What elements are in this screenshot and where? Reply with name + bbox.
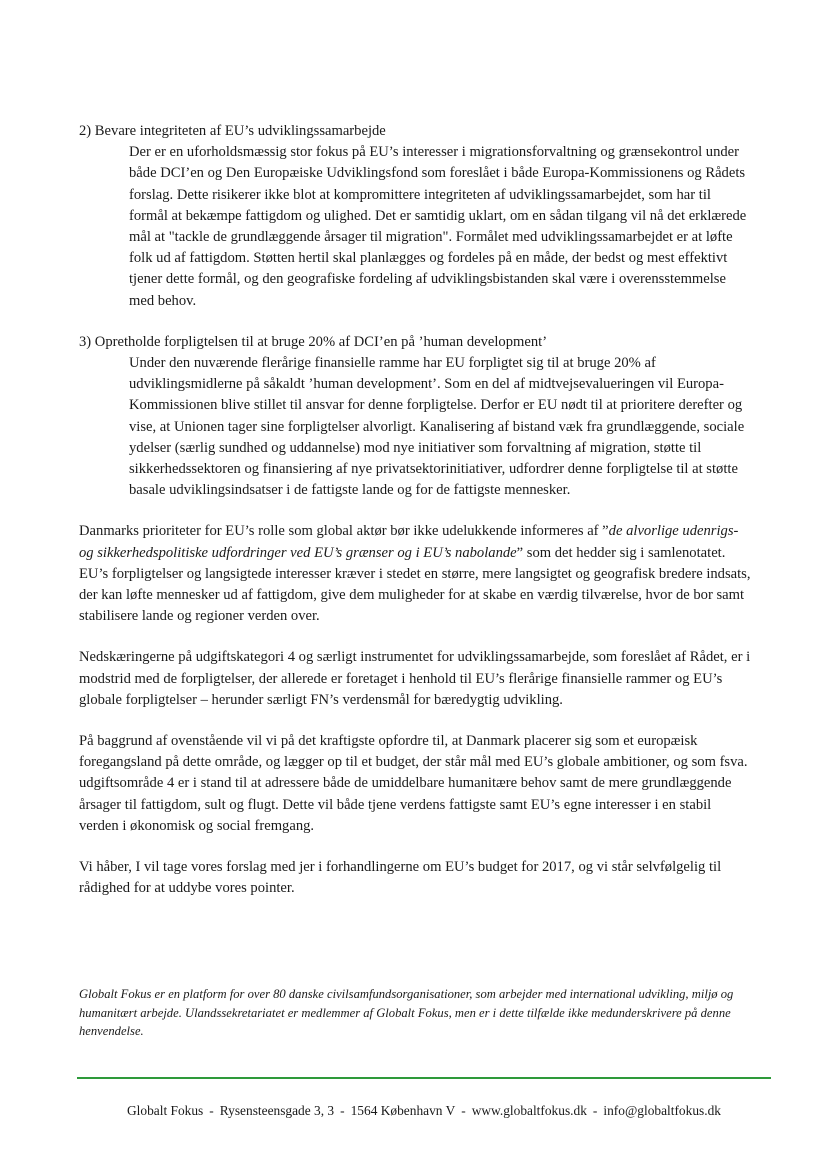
footer-address: Rysensteensgade 3, 3 (219, 1103, 335, 1118)
section-body: Under den nuværende flerårige finansielle ramme har EU forpligtet sig til at bruge 20% af udviklingsmidlerne på såkaldt ’human development’. Som en del af midtvejsevalueringen vil Europa-Kommissionen blive stillet til ansvar for denne forpligtelse. Derfor er EU nødt til at prioritere derefter og vise, at Unionen tager sine forpligtelser alvorligt. Kanalisering af bistand væk fra grundlæggende, sociale ydelser (særlig sundhed og uddannelse) mod nye initiativer som forvaltning af migration, støtte til sikkerhedssektoren og finansiering af nye privatsektorinitiativer, udfordrer denne forpligtelse til at støtte basale udviklingsindsatser i de fattigste lande og for de fattigste mennesker. (129, 355, 745, 499)
paragraph-cuts: Nedskæringerne på udgiftskategori 4 og særligt instrumentet for udviklingssamarbejde, som foreslået af Rådet, er i modstrid med de forpligtelser, der allerede er foretaget i henhold til EU’s flerårige finansielle rammer og EU’s globale forpligtelser – herunder særligt FN’s verdensmål for bæredygtig udvikling. (79, 649, 751, 708)
footer-separator: - (461, 1103, 466, 1118)
paragraph-text: ” som det hedder sig i samlenotatet. EU’s forpligtelser og langsigtede interesser kræver i stedet en større, mere langsigtet og geografisk bredere indsats, der kan løfte mennesker ud af fattigdom, give dem muligheder for at skabe en værdig tilværelse, hvor de bor samt stabilisere lande og regioner verden over. (79, 544, 751, 625)
section-body: Der er en uforholdsmæssig stor fokus på EU’s interesser i migrationsforvaltning og grænsekontrol under både DCI’en og Den Europæiske Udviklingsfond som foreslået i både Europa-Kommissionens og Rådets forslag. Dette risikerer ikke blot at kompromittere integriteten af udviklingssamarbejdet, som har til formål at bekæmpe fattigdom og ulighed. Det er samtidig uklart, om en sådan tilgang vil nå det erklærede mål at "tackle de grundlæggende årsager til migration". Formålet med udviklingssamarbejdet er at løfte folk ud af fattigdom. Støtten hertil skal planlægges og fordeles på en måde, der bedst og mest effektivt tjener dette formål, og den geografiske fordeling af udviklingsbistanden skal være i overensstemmelse med behov. (129, 144, 747, 309)
paragraph-text: Danmarks prioriteter for EU’s rolle som global aktør bør ikke udelukkende informeres af ” (79, 523, 609, 540)
section-heading: 3) Opretholde forpligtelsen til at bruge 20% af DCI’en på ’human development’ (79, 333, 548, 350)
footer-org: Globalt Fokus (127, 1103, 204, 1118)
paragraph-call-to-action: På baggrund af ovenstående vil vi på det kraftigste opfordre til, at Danmark placerer sig som et europæisk foregangsland på dette område, og lægger op til et budget, der står mål med EU’s globale ambitioner, og som fsva. udgiftsområde 4 er i stand til at adressere både de umiddelbare humanitære behov samt de mere grundlæggende årsager til fattigdom, sult og flugt. Dette vil både tjene verdens fattigste samt EU’s egne interesser i en stabil verden i økonomisk og social fremgang. (79, 733, 748, 834)
footer-divider (77, 1077, 771, 1079)
footer-separator: - (592, 1103, 598, 1118)
footer-city: 1564 København V (350, 1103, 456, 1118)
letter-body (79, 121, 751, 920)
footer-email-link[interactable]: info@globaltfokus.dk (603, 1103, 721, 1118)
paragraph-closing: Vi håber, I vil tage vores forslag med jer i forhandlingerne om EU’s budget for 2017, og vi står selvfølgelig til rådighed for at uddybe vores pointer. (79, 859, 722, 897)
footer-website-link[interactable]: www.globaltfokus.dk (471, 1103, 587, 1118)
section-human-development (79, 332, 751, 502)
paragraph-priorities (79, 521, 751, 627)
footer-separator: - (209, 1103, 214, 1118)
section-integrity (79, 121, 751, 312)
quoted-text: de alvorlige udenrigs- og sikkerhedspolitiske udfordringer ved EU’s grænser og i EU’s nabolande (79, 523, 739, 561)
footer-separator: - (340, 1103, 345, 1118)
page-footer (77, 1102, 771, 1120)
footnote: Globalt Fokus er en platform for over 80 danske civilsamfundsorganisationer, som arbejder med international udvikling, miljø og humanitært arbejde. Ulandssekretariatet er medlemmer af Globalt Fokus, men er i dette tilfælde ikke medunderskrivere på denne henvendelse. (79, 987, 734, 1039)
section-heading: 2) Bevare integriteten af EU’s udviklingssamarbejde (79, 123, 386, 139)
